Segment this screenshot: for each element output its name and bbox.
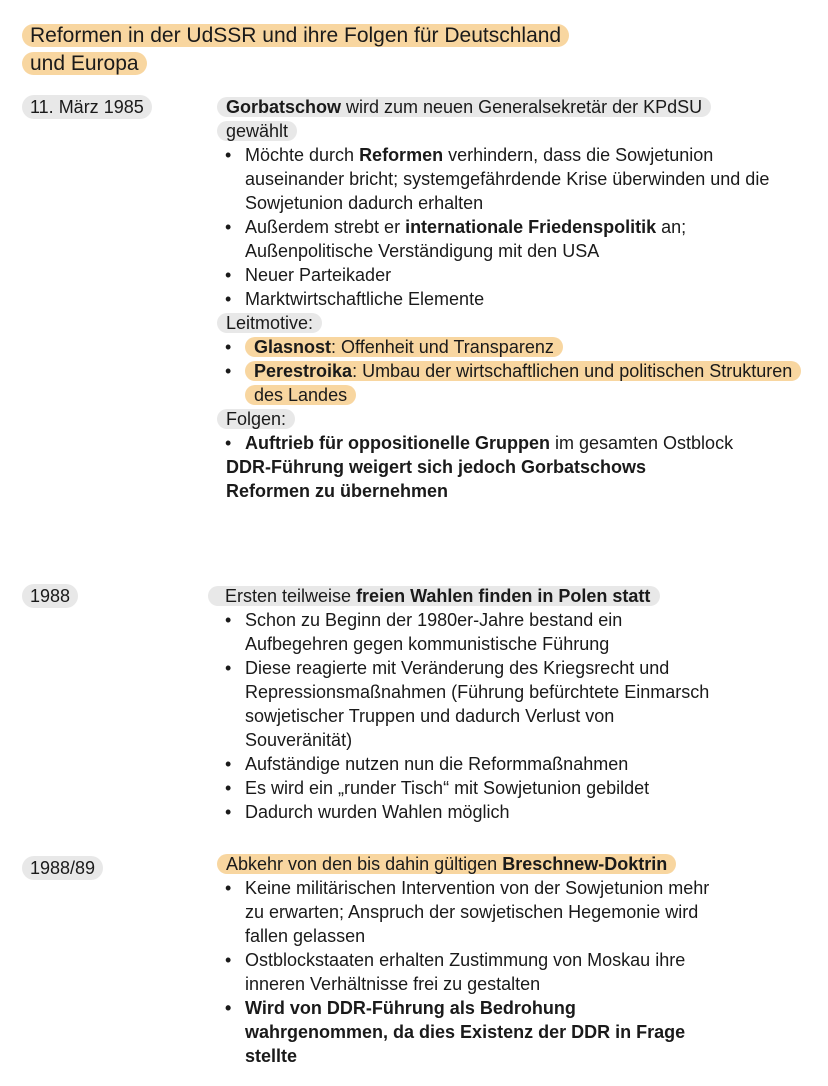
heading-text: wird zum neuen Generalsekretär der KPdSU gewählt	[226, 97, 703, 141]
list-item: • Aufständige nutzen nun die Reformmaßnahmen	[217, 752, 717, 776]
list-item: • Es wird ein „runder Tisch“ mit Sowjetunion gebildet	[217, 776, 717, 800]
list-item: • Neuer Parteikader	[217, 263, 817, 287]
list-item: • Perestroika: Umbau der wirtschaftlichen und politischen Strukturen des Landes	[217, 359, 817, 407]
folgen-label: Folgen:	[217, 409, 295, 429]
list-item: • Keine militärischen Intervention von der Sowjetunion mehr zu erwarten; Anspruch der sowjetischen Hegemonie wird fallen gelassen	[217, 876, 717, 948]
list-item: • Diese reagierte mit Veränderung des Kriegsrecht und Repressionsmaßnahmen (Führung befürchtete Einmarsch sowjetischer Truppen und dadurch Verlust von Souveränität)	[217, 656, 717, 752]
list-item: • Wird von DDR-Führung als Bedrohung wahrgenommen, da dies Existenz der DDR in Frage stellte	[217, 996, 717, 1068]
date-badge-1988-89: 1988/89	[22, 856, 103, 880]
date-badge-1988: 1988	[22, 584, 78, 608]
section-heading: Ersten teilweise freien Wahlen finden in Polen statt	[208, 584, 808, 608]
list-item: • Auftrieb für oppositionelle Gruppen im gesamten Ostblock	[217, 431, 817, 455]
leitmotive-list	[217, 335, 817, 407]
section-1988	[208, 584, 808, 824]
section-1985	[217, 95, 817, 503]
heading-bold: Gorbatschow	[226, 97, 342, 117]
list-item: • Möchte durch Reformen verhindern, dass die Sowjetunion auseinander bricht; systemgefährdende Krise überwinden und die Sowjetunion dadurch erhalten	[217, 143, 817, 215]
list-item: • Marktwirtschaftliche Elemente	[217, 287, 817, 311]
bullet-list	[217, 876, 717, 1068]
leitmotive-label: Leitmotive:	[217, 313, 322, 333]
title-line-1: Reformen in der UdSSR und ihre Folgen für Deutschland	[22, 24, 569, 47]
list-item: • Glasnost: Offenheit und Transparenz	[217, 335, 817, 359]
section-heading: Abkehr von den bis dahin gültigen Breschnew-Doktrin	[217, 852, 817, 876]
list-item: • Außerdem strebt er internationale Friedenspolitik an; Außenpolitische Verständigung mit den USA	[217, 215, 817, 263]
conclusion-text: DDR-Führung weigert sich jedoch Gorbatschows Reformen zu übernehmen	[226, 457, 647, 501]
bullet-list	[217, 143, 817, 311]
list-item: • Schon zu Beginn der 1980er-Jahre bestand ein Aufbegehren gegen kommunistische Führung	[217, 608, 717, 656]
page-title	[22, 22, 569, 78]
section-heading	[217, 95, 777, 143]
list-item: • Ostblockstaaten erhalten Zustimmung von Moskau ihre inneren Verhältnisse frei zu gestalten	[217, 948, 717, 996]
date-badge-1985: 11. März 1985	[22, 95, 152, 119]
title-line-2: und Europa	[22, 52, 147, 75]
folgen-list	[217, 431, 817, 455]
bullet-list	[217, 608, 717, 824]
list-item: • Dadurch wurden Wahlen möglich	[217, 800, 717, 824]
section-1988-89	[217, 852, 817, 1068]
